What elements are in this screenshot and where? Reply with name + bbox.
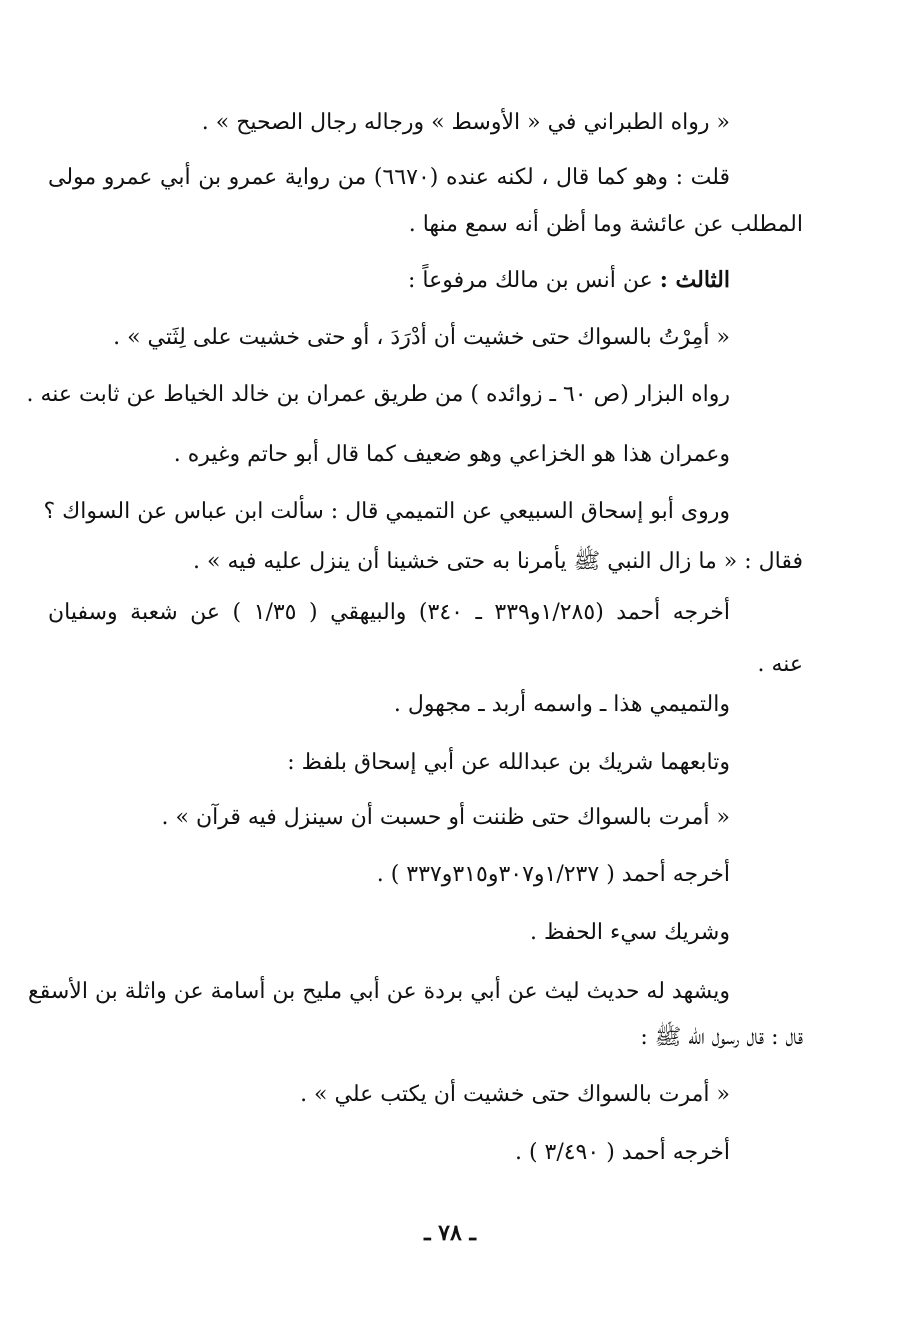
text-line-20: أخرجه أحمد ( ٣/٤٩٠ ) . bbox=[514, 1140, 730, 1165]
text-line-2: قلت : وهو كما قال ، لكنه عنده (٦٦٧٠) من رواية عمرو بن أبي عمرو مولى bbox=[48, 165, 730, 190]
text-line-1: « رواه الطبراني في « الأوسط » ورجاله رجال الصحيح » . bbox=[201, 110, 730, 135]
text-line-8: وروى أبو إسحاق السبيعي عن التميمي قال : سألت ابن عباس عن السواك ؟ bbox=[43, 499, 730, 524]
text-line-7: وعمران هذا هو الخزاعي وهو ضعيف كما قال أبو حاتم وغيره . bbox=[173, 442, 730, 467]
text-line-12: والتميمي هذا ـ واسمه أربد ـ مجهول . bbox=[393, 692, 730, 717]
text-line-5: « أمِرْتُ بالسواك حتى خشيت أن أدْرَدَ ، أو حتى خشيت على لِثَتي » . bbox=[113, 325, 730, 350]
text-line-11: عنه . bbox=[757, 652, 803, 677]
text-line-16: وشريك سيء الحفظ . bbox=[530, 920, 730, 945]
text-line-3: المطلب عن عائشة وما أظن أنه سمع منها . bbox=[408, 212, 803, 237]
text-line-9: فقال : « ما زال النبي ﷺ يأمرنا به حتى خشينا أن ينزل عليه فيه » . bbox=[193, 549, 803, 574]
text-line-13: وتابعهما شريك بن عبدالله عن أبي إسحاق بلفظ : bbox=[287, 750, 730, 775]
section-heading-third: الثالث : bbox=[659, 267, 730, 293]
page-number: ـ ٧٨ ـ bbox=[424, 1220, 476, 1246]
text-line-10: أخرجه أحمد (١/٢٨٥و٣٣٩ ـ ٣٤٠) والبيهقي ( ١/٣٥ ) عن شعبة وسفيان bbox=[48, 600, 730, 625]
text-line-17: ويشهد له حديث ليث عن أبي بردة عن أبي مليح بن أسامة عن واثلة بن الأسقع bbox=[28, 979, 730, 1004]
text-line-14: « أمرت بالسواك حتى ظننت أو حسبت أن سينزل فيه قرآن » . bbox=[161, 805, 730, 830]
text-line-6: رواه البزار (ص ٦٠ ـ زوائده ) من طريق عمران بن خالد الخياط عن ثابت عنه . bbox=[26, 382, 730, 407]
text-line-4 bbox=[408, 265, 730, 296]
text-line-19: « أمرت بالسواك حتى خشيت أن يكتب علي » . bbox=[300, 1082, 730, 1107]
text-line-18: قال : قال رسول الله ﷺ : bbox=[640, 1025, 803, 1050]
text-line-4-body: عن أنس بن مالك مرفوعاً : bbox=[407, 268, 653, 293]
text-line-15: أخرجه أحمد ( ١/٢٣٧و٣٠٧و٣١٥و٣٣٧ ) . bbox=[376, 862, 730, 887]
